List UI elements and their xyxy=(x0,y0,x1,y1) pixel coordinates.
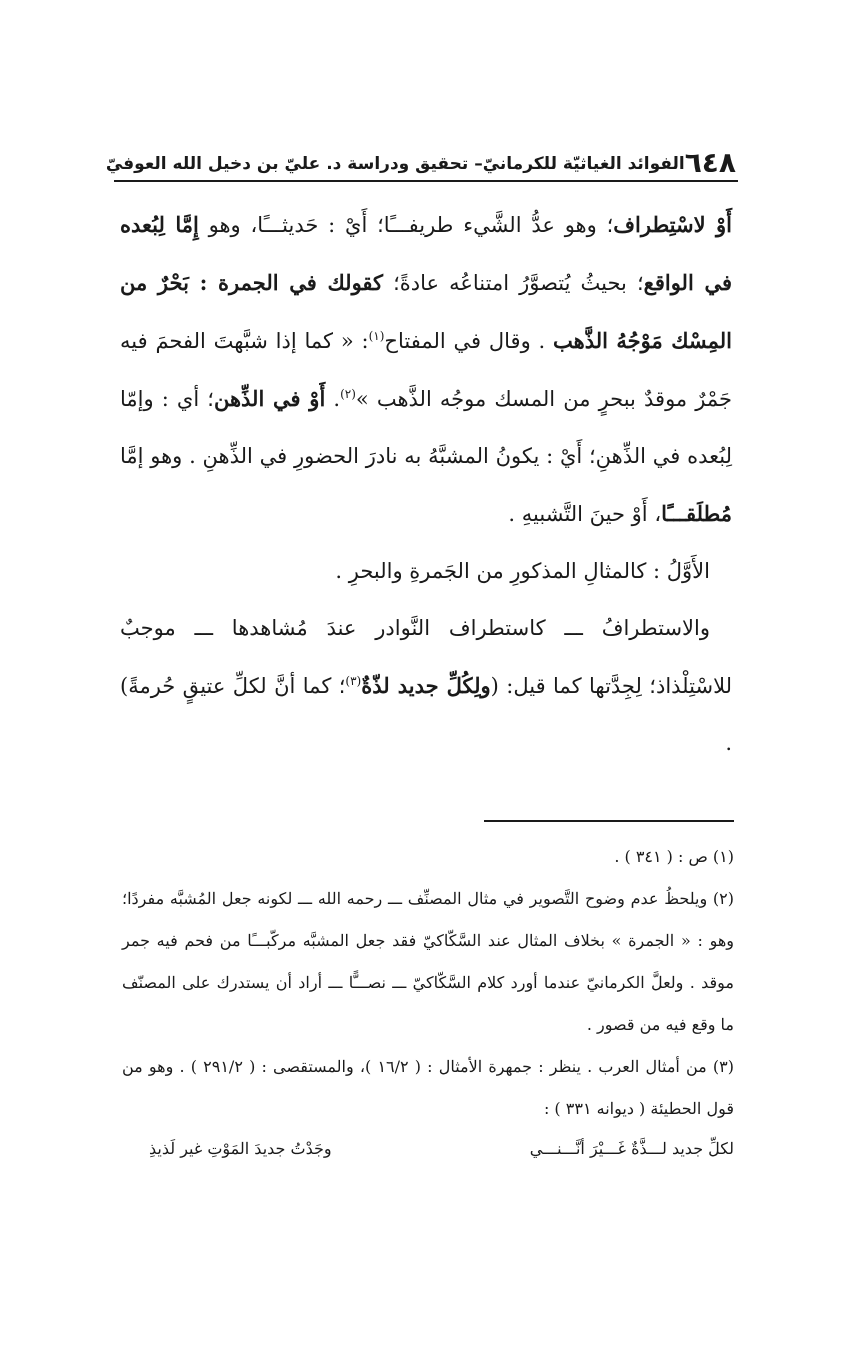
paragraph-2: الأَوَّلُ : كالمثالِ المذكورِ من الجَمرةِ والبحرِ . xyxy=(335,559,710,583)
text-run: . xyxy=(325,387,341,411)
footnote-ref-2[interactable]: (٢) xyxy=(340,387,356,401)
verse-second-hemistich: وجَدْتُ جديدَ المَوْتِ غير لَذيذِ xyxy=(149,1139,332,1158)
bold-phrase: كقولك في الجمرة : بَحْرٌ من المِسْك مَوْجُهُ الذَّهب xyxy=(120,270,732,353)
paragraph-3 xyxy=(120,600,732,772)
book-title: الفوائد الغياثيّة للكرمانيّ– تحقيق ودراسة د. عليّ بن دخيل الله العوفيّ xyxy=(105,154,685,174)
paragraph-1 xyxy=(120,196,732,543)
header-rule xyxy=(114,180,738,182)
main-text xyxy=(120,196,732,772)
bold-phrase: أَوْ لاسْتِطراف xyxy=(613,212,732,237)
text-run: ؛ أي : وإمّا لِبُعده في الذِّهنِ؛ أَيْ : يكونُ المشبَّهُ به نادرَ الحضورِ في الذِّهنِ . وهو إمَّا xyxy=(120,387,732,468)
footnote-1: (١) ص : ( ٣٤١ ) . xyxy=(614,847,734,866)
footnotes xyxy=(122,836,734,1168)
poem-verse xyxy=(149,1130,734,1168)
footnote-ref-3[interactable]: (٣) xyxy=(345,674,362,688)
bold-phrase: أَوْ في الذِّهن xyxy=(213,386,326,411)
footnote-separator xyxy=(484,820,734,822)
text-run: ؛ كما أنَّ لكلِّ عتيقٍ حُرمةً) . xyxy=(120,674,732,755)
text-run: . وقال في المفتاح xyxy=(384,329,554,353)
text-run: والاستطرافُ ـــ كاستطراف النَّوادر عندَ مُشاهدها ـــ موجبٌ للاسْتِلْذاذ؛ لِجِدَّتها كما قيل: ( xyxy=(120,616,732,698)
footnote-3: (٣) من أمثال العرب . ينظر : جمهرة الأمثال : ( ١٦/٢ )، والمستقصى : ( ٢٩١/٢ ) . وهو من قول الحطيئة ( ديوانه ٣٣١ ) : xyxy=(122,1057,734,1118)
text-run: : « كما إذا شبَّهتَ الفحمَ فيه جَمْرٌ موقدٌ ببحرٍ من المسك موجُه الذَّهب » xyxy=(120,329,732,411)
verse-first-hemistich: لكلِّ جديد لـــذَّةٌ غَـــيْرَ أنَّـــنـــي xyxy=(529,1139,734,1158)
text-run: ؛ بحيثُ يُتصوَّرُ امتناعُه عادةً؛ xyxy=(383,271,644,295)
footnote-2: (٢) ويلحظُ عدم وضوح التَّصوير في مثال المصنِّف ـــ رحمه الله ـــ لكونه جعل المُشبَّه مفردًا؛ وهو : « الجمرة » بخلاف المثال عند السَّكّاكيّ فقد جعل المشبَّه مركّبـــًا من فحم فيه جمر موقد . ولعلَّ الكرمانيّ عندما أورد كلام السَّكّاكيّ ـــ نصـــًّا ـــ أراد أن يستدرك على المصنّف ما وقع فيه من قصور . xyxy=(122,889,734,1034)
bold-phrase: إِمَّا لِبُعده في الواقع xyxy=(120,212,733,295)
footnote-ref-1[interactable]: (١) xyxy=(368,329,385,343)
bold-phrase: مُطلَقـــًا xyxy=(661,501,732,526)
text-run: ؛ وهو عدُّ الشَّيء طريفـــًا؛ أَيْ : حَديثـــًا، وهو xyxy=(198,213,614,237)
page-number: ٦٤٨ xyxy=(684,146,736,179)
bold-phrase: ولِكُلِّ جديد لذّةٌ xyxy=(361,673,491,698)
text-run: ، أَوْ حينَ التَّشبيهِ . xyxy=(508,502,662,526)
running-head xyxy=(105,138,736,179)
